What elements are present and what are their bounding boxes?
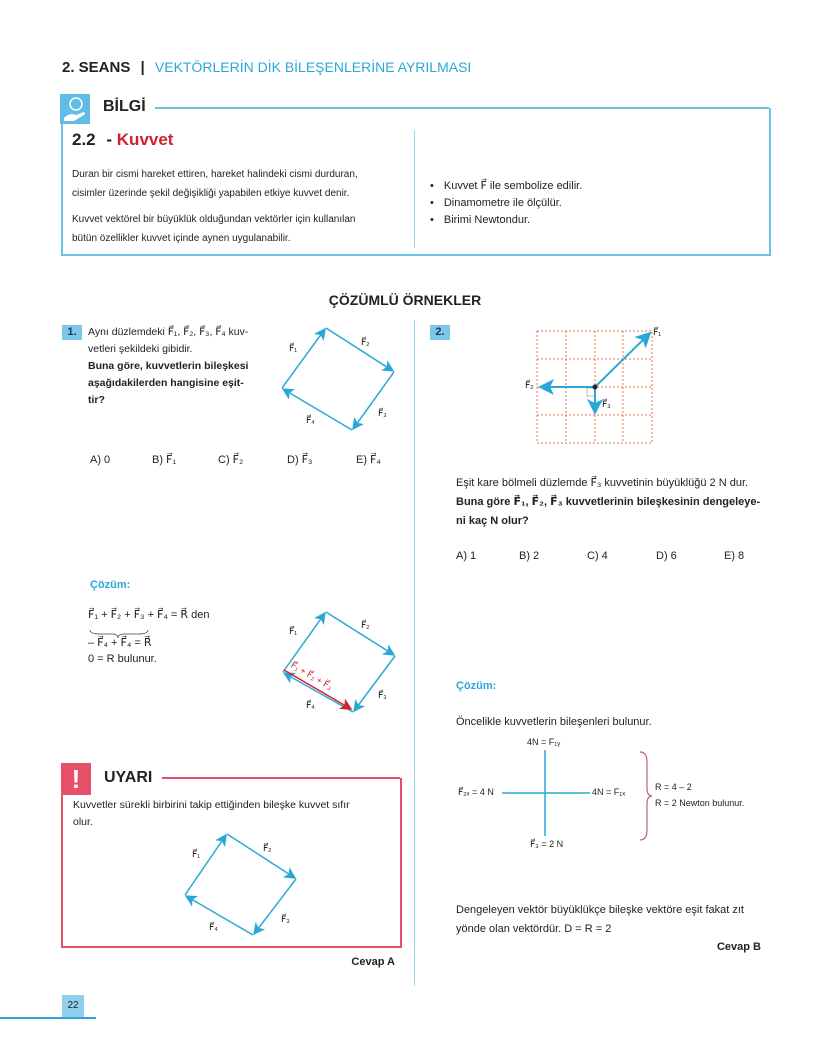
warning-icon: ! bbox=[61, 763, 91, 795]
topic-title: VEKTÖRLERİN DİK BİLEŞENLERİNE AYRILMASI bbox=[154, 59, 472, 75]
bullet-text: Kuvvet F⃗ ile sembolize edilir. bbox=[443, 180, 583, 192]
label-f2: F⃗₂ bbox=[525, 380, 534, 390]
solution-2-conclusion bbox=[456, 901, 744, 939]
option-e[interactable]: E) F⃗₄ bbox=[356, 454, 381, 466]
session-label: 2. SEANS bbox=[62, 59, 131, 76]
footer-rule bbox=[0, 1017, 96, 1019]
section-dash: - bbox=[106, 130, 113, 149]
label-f1: F⃗₁ bbox=[192, 849, 201, 859]
warning-text bbox=[73, 797, 350, 831]
text-line: Buna göre, kuvvetlerin bileşkesi bbox=[88, 360, 249, 372]
solution-1-line: – F⃗₄ + F⃗₄ = R⃗ bbox=[88, 637, 152, 649]
component-left-label: F⃗₂ₓ = 4 N bbox=[458, 787, 494, 797]
label-f4: F⃗₄ bbox=[306, 415, 315, 425]
label-f1: F⃗₁ bbox=[289, 343, 298, 353]
text-line: olur. bbox=[73, 816, 93, 828]
examples-title: ÇÖZÜMLÜ ÖRNEKLER bbox=[328, 292, 482, 308]
question-2-number: 2. bbox=[430, 325, 450, 340]
option-c[interactable]: C) F⃗₂ bbox=[218, 454, 244, 466]
component-right-label: 4N = F₁ₓ bbox=[592, 787, 626, 797]
option-b[interactable]: B) 2 bbox=[519, 550, 540, 562]
text-line: bütün özellikler kuvvet içinde aynen uygulanabilir. bbox=[72, 233, 291, 244]
text-line: Kuvvetler sürekli birbirini takip ettiğinden bileşke kuvvet sıfır bbox=[73, 799, 350, 811]
component-top-label: 4N = F₁ᵧ bbox=[527, 737, 561, 747]
result-line: R = 2 Newton bulunur. bbox=[655, 798, 745, 808]
option-d[interactable]: D) 6 bbox=[656, 550, 677, 562]
text-line: Aynı düzlemdeki F⃗₁, F⃗₂, F⃗₃, F⃗₄ kuv- bbox=[88, 326, 249, 338]
section-title: Kuvvet bbox=[116, 130, 174, 149]
label-f4: F⃗₄ bbox=[306, 700, 315, 710]
text-line: Buna göre F⃗₁, F⃗₂, F⃗₃ kuvvetlerinin bileşkesinin dengeleye- bbox=[456, 496, 761, 508]
label-f3: F⃗₃ bbox=[281, 914, 290, 924]
result-line: R = 4 – 2 bbox=[655, 782, 692, 792]
warning-title-rule bbox=[162, 777, 400, 779]
component-bottom-label: F⃗₃ = 2 N bbox=[530, 839, 564, 849]
vector-f1 bbox=[282, 329, 325, 388]
text-line: aşağıdakilerden hangisine eşit- bbox=[88, 377, 244, 389]
label-f1: F⃗₁ bbox=[289, 626, 298, 636]
option-b[interactable]: B) F⃗₁ bbox=[152, 454, 177, 466]
solution-1-line: F⃗₁ + F⃗₂ + F⃗₃ + F⃗₄ = R⃗ den bbox=[88, 609, 210, 621]
label-f2: F⃗₂ bbox=[361, 620, 370, 630]
vector-f1 bbox=[283, 613, 325, 672]
info-title: BİLGİ bbox=[103, 98, 146, 115]
sum-label: F⃗₁ + F⃗₂ + F⃗₃ bbox=[289, 660, 335, 692]
vector-f4 bbox=[283, 389, 352, 430]
vector-f1 bbox=[595, 333, 650, 387]
option-a[interactable]: A) 0 bbox=[90, 454, 111, 466]
warning-title: UYARI bbox=[104, 769, 153, 786]
section-number: 2.2 bbox=[72, 130, 96, 149]
solution-1-title: Çözüm: bbox=[90, 579, 131, 591]
bullet-text: Birimi Newtondur. bbox=[443, 214, 531, 226]
component-axes bbox=[502, 750, 590, 836]
bullet-text: Dinamometre ile ölçülür. bbox=[443, 197, 562, 209]
text-line: cisimler üzerinde şekil değişikliği yapabilen etkiye kuvvet denir. bbox=[72, 188, 350, 199]
question-1-text bbox=[88, 324, 248, 409]
text-line: Eşit kare bölmeli düzlemde F⃗₃ kuvvetinin büyüklüğü 2 N dur. bbox=[456, 477, 749, 489]
bullet-item: • Dinamometre ile ölçülür. bbox=[430, 197, 562, 209]
bullet-item: • Birimi Newtondur. bbox=[430, 214, 531, 226]
bullet-item: • Kuvvet F⃗ ile sembolize edilir. bbox=[430, 180, 583, 192]
answer-1: Cevap A bbox=[351, 956, 395, 968]
text-line: vetleri şekildeki gibidir. bbox=[88, 343, 193, 355]
text-line: Duran bir cismi hareket ettiren, hareket halindeki cismi durduran, bbox=[72, 169, 358, 180]
option-c[interactable]: C) 4 bbox=[587, 550, 608, 562]
vector-f3 bbox=[354, 656, 395, 711]
question-2-text bbox=[456, 474, 760, 531]
vector-f2 bbox=[326, 328, 393, 371]
option-e[interactable]: E) 8 bbox=[724, 550, 745, 562]
answer-2: Cevap B bbox=[716, 941, 761, 953]
text-line: Dengeleyen vektör büyüklükçe bileşke vektöre eşit fakat zıt bbox=[456, 904, 744, 916]
option-a[interactable]: A) 1 bbox=[456, 550, 477, 562]
solution-2-title: Çözüm: bbox=[456, 680, 497, 692]
solution-1-line: 0 = R bulunur. bbox=[88, 653, 157, 665]
question-1-number: 1. bbox=[62, 325, 82, 340]
label-f2: F⃗₂ bbox=[361, 337, 370, 347]
label-f2: F⃗₂ bbox=[263, 843, 272, 853]
vector-f2 bbox=[326, 612, 394, 655]
solution-2-intro: Öncelikle kuvvetlerin bileşenleri bulunur. bbox=[456, 716, 652, 728]
vector-f3 bbox=[353, 372, 394, 429]
label-f1: F⃗₁ bbox=[653, 327, 662, 337]
text-line: yönde olan vektördür. D = R = 2 bbox=[456, 923, 612, 935]
label-f4: F⃗₄ bbox=[209, 922, 218, 932]
option-d[interactable]: D) F⃗₃ bbox=[287, 454, 313, 466]
text-line: tir? bbox=[88, 394, 105, 406]
label-f3: F⃗₃ bbox=[602, 399, 611, 409]
text-line: ni kaç N olur? bbox=[456, 515, 529, 527]
result-brace bbox=[640, 752, 652, 840]
label-f3: F⃗₃ bbox=[378, 690, 387, 700]
header-separator: | bbox=[140, 59, 145, 76]
text-line: Kuvvet vektörel bir büyüklük olduğundan vektörler için kullanılan bbox=[72, 214, 356, 225]
label-f3: F⃗₃ bbox=[378, 408, 387, 418]
page-number: 22 bbox=[62, 995, 84, 1017]
